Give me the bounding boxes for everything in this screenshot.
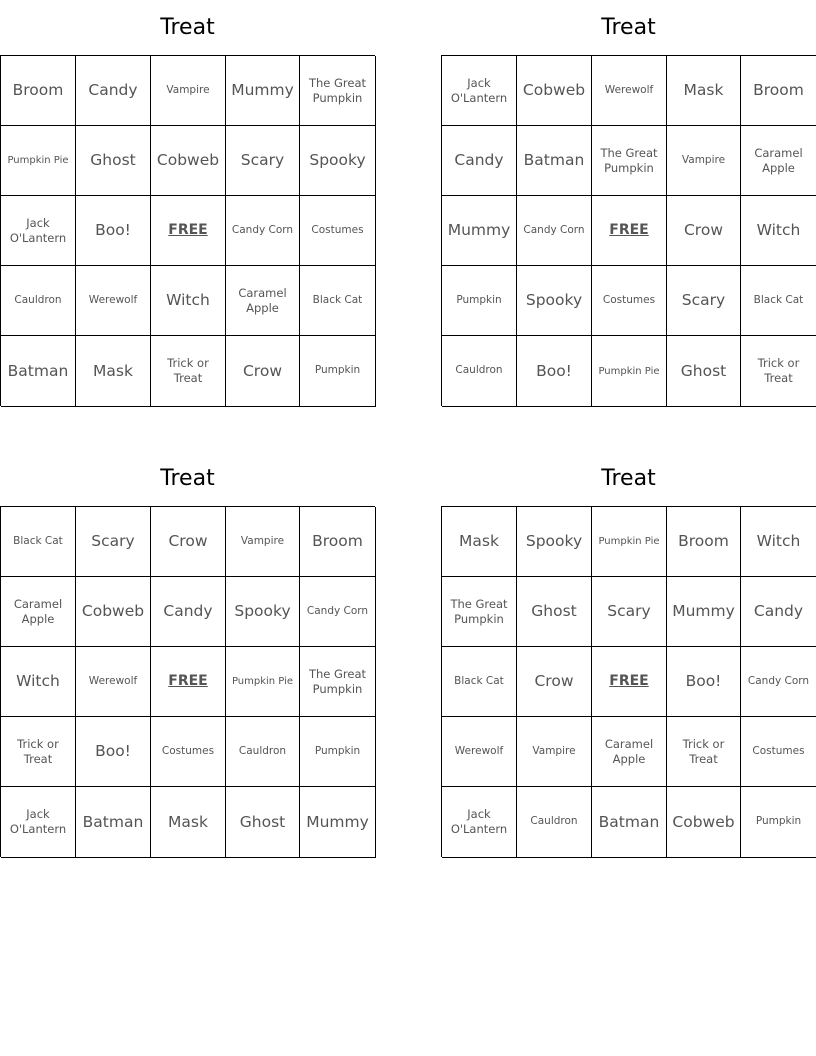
- cell-label: Caramel Apple: [13, 596, 63, 626]
- bingo-cell: [741, 577, 816, 647]
- cell-label: Crow: [242, 361, 282, 380]
- cell-label: Cobweb: [156, 151, 220, 170]
- cell-label: Jack O'Lantern: [450, 75, 508, 105]
- cell-label: Candy Corn: [306, 604, 369, 617]
- bingo-cell: [76, 126, 151, 196]
- bingo-grid: [0, 55, 375, 406]
- bingo-cell: [76, 56, 151, 126]
- free-space-label: FREE: [609, 222, 649, 239]
- bingo-cell: [151, 196, 226, 266]
- cell-label: Broom: [312, 532, 363, 551]
- cell-label: Candy: [163, 602, 213, 621]
- cell-label: The Great Pumpkin: [308, 666, 367, 696]
- cell-label: Cauldron: [455, 364, 503, 377]
- cell-label: Witch: [166, 291, 210, 310]
- cell-label: Cauldron: [530, 815, 578, 828]
- cell-label: Broom: [678, 532, 729, 551]
- cell-label: Boo!: [536, 361, 572, 380]
- cell-label: Werewolf: [88, 674, 138, 687]
- bingo-cell: [442, 266, 517, 336]
- bingo-cell: [592, 507, 667, 577]
- cell-label: Cobweb: [81, 602, 145, 621]
- bingo-cell: [517, 336, 592, 407]
- cell-label: Pumpkin Pie: [598, 365, 660, 377]
- bingo-cell: [592, 717, 667, 787]
- bingo-cell: [300, 336, 376, 407]
- bingo-cell: [76, 647, 151, 717]
- bingo-cell: [517, 507, 592, 577]
- bingo-cell: [517, 196, 592, 266]
- bingo-cell: [226, 787, 300, 858]
- cell-label: Spooky: [525, 532, 583, 551]
- cell-label: Jack O'Lantern: [9, 807, 67, 836]
- cell-label: Candy Corn: [231, 223, 294, 236]
- cell-label: Ghost: [531, 602, 577, 621]
- cell-label: Scary: [681, 291, 726, 310]
- bingo-cell: [76, 196, 151, 266]
- bingo-cell: [151, 787, 226, 858]
- bingo-cell: [226, 577, 300, 647]
- cell-label: Batman: [598, 812, 660, 831]
- cell-label: Crow: [683, 221, 723, 240]
- bingo-cell: [1, 126, 76, 196]
- bingo-cell: [1, 266, 76, 336]
- bingo-cell: [226, 196, 300, 266]
- bingo-cell: [226, 507, 300, 577]
- bingo-cell: [442, 507, 517, 577]
- bingo-cell: [517, 787, 592, 858]
- card-title: Treat: [601, 466, 656, 491]
- bingo-cell: [667, 336, 741, 407]
- cell-label: Costumes: [602, 293, 656, 306]
- cell-label: Batman: [523, 151, 585, 170]
- cell-label: Pumpkin: [314, 364, 361, 377]
- cell-label: Costumes: [311, 223, 364, 236]
- bingo-cell: [300, 577, 376, 647]
- cell-label: Trick or Treat: [682, 736, 725, 766]
- cell-label: Ghost: [239, 812, 286, 831]
- bingo-grid: [441, 55, 816, 406]
- cell-label: Batman: [82, 812, 144, 831]
- cell-label: Caramel Apple: [754, 145, 803, 175]
- bingo-cell: [151, 577, 226, 647]
- cell-label: Mummy: [447, 221, 511, 240]
- cell-label: Scary: [91, 532, 135, 551]
- bingo-cell: [151, 336, 226, 407]
- bingo-cell: [151, 56, 226, 126]
- bingo-cell: [592, 266, 667, 336]
- cell-label: Mummy: [306, 812, 369, 831]
- bingo-cell: [667, 787, 741, 858]
- cell-label: Scary: [607, 602, 651, 621]
- bingo-cell: [76, 787, 151, 858]
- bingo-cell: [442, 56, 517, 126]
- cell-label: Costumes: [161, 744, 215, 757]
- bingo-cell: [226, 56, 300, 126]
- bingo-cell: [442, 787, 517, 858]
- bingo-cell: [741, 507, 816, 577]
- bingo-cell: [667, 577, 741, 647]
- cell-label: Batman: [7, 361, 69, 380]
- bingo-cell: [592, 56, 667, 126]
- bingo-cell: [592, 577, 667, 647]
- cell-label: Candy Corn: [523, 223, 585, 236]
- cell-label: Trick or Treat: [757, 356, 800, 385]
- bingo-cell: [300, 507, 376, 577]
- cell-label: The Great Pumpkin: [600, 145, 658, 175]
- bingo-cell: [667, 647, 741, 717]
- bingo-cell: [667, 717, 741, 787]
- bingo-cell: [517, 56, 592, 126]
- bingo-cell: [76, 507, 151, 577]
- bingo-cell: [442, 647, 517, 717]
- bingo-cell: [517, 717, 592, 787]
- cell-label: Pumpkin Pie: [231, 676, 294, 687]
- cell-label: Spooky: [309, 151, 366, 170]
- bingo-cell: [226, 266, 300, 336]
- bingo-cell: [592, 647, 667, 717]
- bingo-cell: [300, 266, 376, 336]
- bingo-cell: [300, 196, 376, 266]
- bingo-cell: [741, 196, 816, 266]
- bingo-cell: [741, 56, 816, 126]
- cell-label: Cobweb: [672, 812, 735, 831]
- bingo-cell: [151, 126, 226, 196]
- bingo-cell: [1, 577, 76, 647]
- cell-label: Crow: [168, 532, 208, 551]
- bingo-cell: [226, 126, 300, 196]
- free-space-label: FREE: [168, 222, 208, 239]
- cell-label: Vampire: [166, 83, 210, 96]
- card-title: Treat: [160, 15, 215, 40]
- cell-label: Mask: [683, 81, 724, 100]
- bingo-cell: [667, 266, 741, 336]
- bingo-cell: [442, 336, 517, 407]
- bingo-cell: [592, 336, 667, 407]
- cell-label: Ghost: [90, 151, 136, 170]
- bingo-cell: [1, 647, 76, 717]
- cell-label: Mummy: [672, 602, 735, 621]
- cell-label: Mummy: [231, 81, 294, 100]
- cell-label: Black Cat: [753, 293, 804, 306]
- bingo-cell: [300, 717, 376, 787]
- cell-label: Mask: [93, 361, 133, 380]
- bingo-cell: [517, 647, 592, 717]
- bingo-cell: [1, 507, 76, 577]
- bingo-cell: [226, 647, 300, 717]
- cell-label: Candy: [88, 81, 138, 100]
- bingo-cell: [300, 126, 376, 196]
- cell-label: Pumpkin: [755, 815, 802, 828]
- bingo-cell: [76, 577, 151, 647]
- bingo-cell: [741, 787, 816, 858]
- cell-label: Caramel Apple: [238, 285, 287, 315]
- bingo-cell: [741, 717, 816, 787]
- bingo-cell: [442, 577, 517, 647]
- cell-label: Jack O'Lantern: [450, 807, 508, 836]
- bingo-cell: [1, 787, 76, 858]
- bingo-cell: [442, 126, 517, 196]
- bingo-grid: [441, 506, 816, 857]
- bingo-cell: [151, 717, 226, 787]
- bingo-cell: [1, 56, 76, 126]
- cell-label: Black Cat: [454, 674, 504, 687]
- cell-label: Pumpkin: [314, 744, 361, 757]
- cell-label: Jack O'Lantern: [9, 215, 67, 245]
- bingo-cell: [442, 196, 517, 266]
- cell-label: Broom: [753, 81, 804, 100]
- cell-label: Boo!: [685, 672, 722, 691]
- cell-label: The Great Pumpkin: [308, 75, 367, 105]
- bingo-cell: [517, 126, 592, 196]
- cell-label: Werewolf: [88, 293, 138, 306]
- cell-label: Boo!: [95, 742, 131, 761]
- cell-label: Mask: [459, 532, 499, 551]
- cell-label: Vampire: [681, 153, 726, 166]
- bingo-cell: [592, 196, 667, 266]
- cell-label: Ghost: [680, 361, 727, 380]
- cell-label: Witch: [16, 672, 60, 691]
- bingo-cell: [151, 507, 226, 577]
- bingo-cell: [592, 787, 667, 858]
- cell-label: Vampire: [532, 744, 576, 757]
- cell-label: Scary: [240, 151, 285, 170]
- cell-label: Spooky: [234, 602, 291, 621]
- cell-label: The Great Pumpkin: [450, 596, 508, 626]
- bingo-cell: [151, 266, 226, 336]
- cell-label: Candy Corn: [747, 674, 810, 687]
- bingo-cell: [76, 336, 151, 407]
- bingo-cell: [226, 336, 300, 407]
- bingo-cell: [1, 196, 76, 266]
- cell-label: Cauldron: [14, 293, 62, 306]
- cell-label: Cauldron: [238, 744, 287, 757]
- cell-label: Trick or Treat: [167, 356, 209, 385]
- bingo-cell: [741, 266, 816, 336]
- cell-label: Candy: [753, 602, 804, 621]
- cell-label: Mask: [168, 812, 208, 831]
- cell-label: Werewolf: [454, 744, 504, 757]
- bingo-cell: [76, 266, 151, 336]
- cell-label: Candy: [454, 151, 504, 170]
- cell-label: Boo!: [95, 221, 131, 240]
- free-space-label: FREE: [609, 673, 649, 690]
- bingo-cell: [517, 577, 592, 647]
- bingo-cell: [592, 126, 667, 196]
- bingo-cell: [226, 717, 300, 787]
- bingo-cell: [300, 56, 376, 126]
- cell-label: Witch: [756, 221, 801, 240]
- card-title: Treat: [160, 466, 215, 491]
- cell-label: Spooky: [525, 291, 583, 310]
- bingo-cell: [300, 787, 376, 858]
- cell-label: Pumpkin: [456, 293, 502, 306]
- cell-label: Cobweb: [522, 81, 586, 100]
- bingo-grid: [0, 506, 375, 857]
- bingo-cell: [741, 647, 816, 717]
- card-title: Treat: [601, 15, 656, 40]
- cell-label: Costumes: [752, 744, 805, 757]
- bingo-cell: [667, 56, 741, 126]
- bingo-cell: [667, 196, 741, 266]
- cell-label: Broom: [12, 81, 64, 100]
- bingo-cell: [76, 717, 151, 787]
- free-space-label: FREE: [168, 673, 208, 690]
- bingo-cell: [667, 126, 741, 196]
- cell-label: Black Cat: [312, 293, 363, 306]
- cell-label: Black Cat: [13, 534, 63, 547]
- cell-label: Pumpkin Pie: [7, 155, 69, 166]
- bingo-cell: [151, 647, 226, 717]
- bingo-cell: [1, 717, 76, 787]
- bingo-cell: [517, 266, 592, 336]
- bingo-cell: [667, 507, 741, 577]
- cell-label: Crow: [534, 672, 574, 691]
- bingo-cell: [300, 647, 376, 717]
- cell-label: Trick or Treat: [17, 736, 59, 766]
- cell-label: Witch: [756, 532, 801, 551]
- cell-label: Pumpkin Pie: [598, 536, 660, 547]
- cell-label: Caramel Apple: [604, 736, 654, 766]
- bingo-cell: [1, 336, 76, 407]
- bingo-cell: [442, 717, 517, 787]
- cell-label: Vampire: [240, 534, 285, 547]
- bingo-cell: [741, 126, 816, 196]
- bingo-cell: [741, 336, 816, 407]
- cell-label: Werewolf: [604, 83, 654, 96]
